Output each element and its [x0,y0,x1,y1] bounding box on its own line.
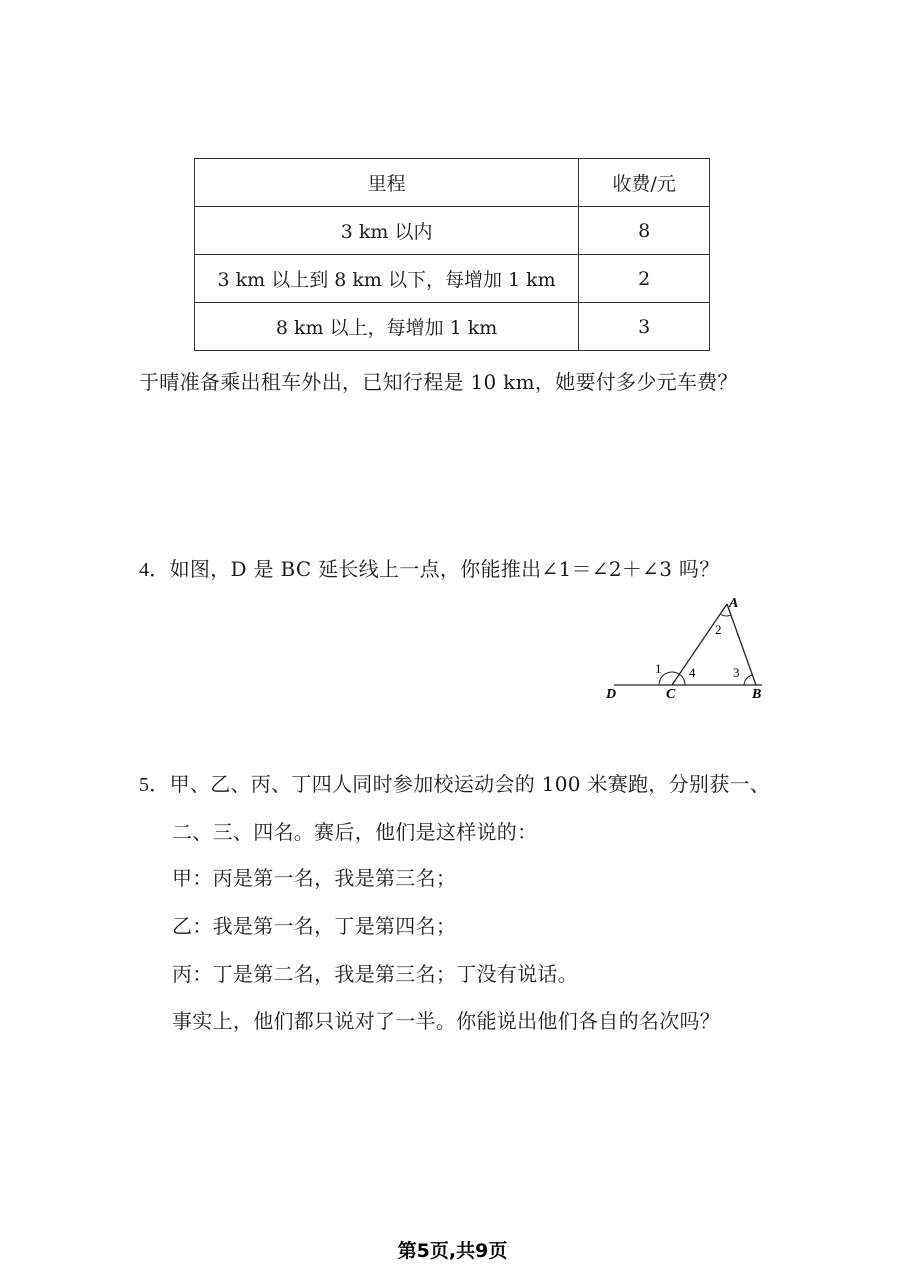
page-number-footer: 第5页,共9页 [397,1240,508,1262]
angle3-arc [744,675,752,685]
q3-question-text: 于晴准备乘出租车外出，已知行程是 10 km，她要付多少元车费？ [139,370,738,394]
q5-line-5: 丙：丁是第二名，我是第三名；丁没有说话。 [172,962,578,986]
side-ab [727,604,756,685]
label-c: C [666,687,676,702]
angle4-arc [679,674,685,685]
label-a: A [729,596,739,611]
table-cell-fee: 3 [579,303,710,351]
table-header-row [195,159,710,207]
label-angle1: 1 [655,661,662,676]
q5-first-line [139,768,770,797]
q4-question-text: 如图，D 是 BC 延长线上一点，你能推出∠1＝∠2＋∠3 吗？ [169,557,720,581]
table-row [195,303,710,351]
label-angle4: 4 [689,665,696,680]
table-cell-fee: 8 [579,207,710,255]
q4-question [139,553,720,582]
q5-line-1: 甲、乙、丙、丁四人同时参加校运动会的 100 米赛跑，分别获一、 [169,772,771,796]
table-row [195,207,710,255]
table-row [195,255,710,303]
label-angle2: 2 [715,622,722,637]
q5-line-6: 事实上，他们都只说对了一半。你能说出他们各自的名次吗？ [172,1009,721,1033]
q5-line-3: 甲：丙是第一名，我是第三名； [172,866,457,890]
q5-line-2: 二、三、四名。赛后，他们是这样说的： [172,820,538,844]
angle2-arc [720,614,731,616]
table-header-fee: 收费/元 [579,159,710,207]
table-header-mileage: 里程 [195,159,579,207]
label-b: B [752,687,762,702]
fee-table [194,158,710,351]
table-cell-mileage: 3 km 以上到 8 km 以下，每增加 1 km [195,255,579,303]
table-cell-mileage: 8 km 以上，每增加 1 km [195,303,579,351]
q4-number: 4． [139,559,170,581]
triangle-figure [600,592,780,702]
label-d: D [606,687,617,702]
q5-number: 5． [139,774,170,796]
label-angle3: 3 [733,665,740,680]
side-ca [672,604,727,685]
q5-line-4: 乙：我是第一名，丁是第四名； [172,914,457,938]
table-cell-mileage: 3 km 以内 [195,207,579,255]
table-cell-fee: 2 [579,255,710,303]
